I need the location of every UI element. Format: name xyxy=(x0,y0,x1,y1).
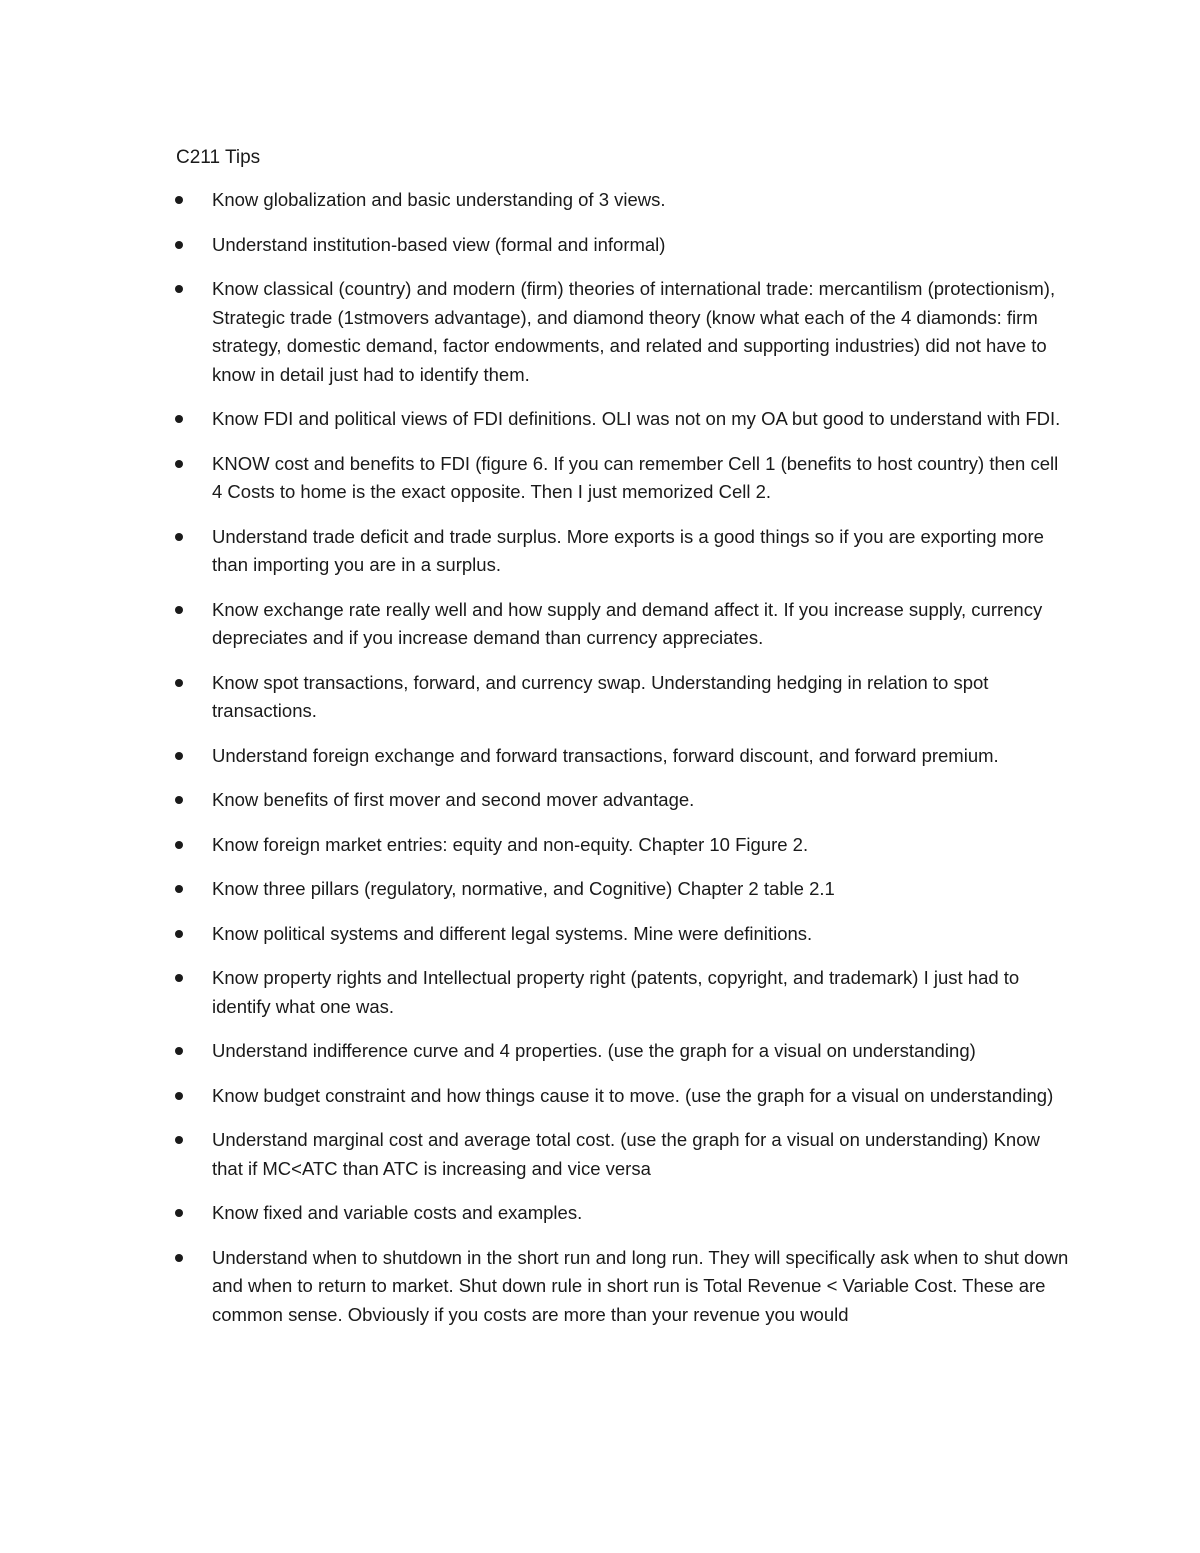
tip-item xyxy=(0,450,1200,507)
tip-item xyxy=(0,920,1200,949)
bullet-icon xyxy=(175,841,183,849)
tip-item xyxy=(0,1037,1200,1066)
tip-item xyxy=(0,786,1200,815)
tip-text: Know benefits of first mover and second mover advantage. xyxy=(212,789,695,810)
bullet-icon xyxy=(175,752,183,760)
tip-text: Understand marginal cost and average total cost. (use the graph for a visual on understanding) Know that if MC<ATC than ATC is increasing and vice versa xyxy=(212,1129,1040,1179)
bullet-icon xyxy=(175,196,183,204)
tip-item xyxy=(0,231,1200,260)
tip-text: Know globalization and basic understanding of 3 views. xyxy=(212,189,666,210)
document-title: C211 Tips xyxy=(176,147,261,168)
bullet-icon xyxy=(175,885,183,893)
tip-item xyxy=(0,1244,1200,1330)
tip-text: Know political systems and different legal systems. Mine were definitions. xyxy=(212,922,813,944)
tip-item xyxy=(0,405,1200,434)
tips-list xyxy=(0,186,1200,1345)
tip-item xyxy=(0,1199,1200,1228)
tip-item xyxy=(0,875,1200,904)
tip-text: Understand trade deficit and trade surplus. More exports is a good things so if you are exporting more than importing you are in a surplus. xyxy=(212,525,1044,575)
bullet-icon xyxy=(175,796,183,804)
tip-item xyxy=(0,742,1200,771)
bullet-icon xyxy=(175,679,183,687)
tip-item xyxy=(0,596,1200,653)
tip-text: Know property rights and Intellectual property right (patents, copyright, and trademark) I just had to identify what one was. xyxy=(212,967,1020,1017)
tip-text: Know exchange rate really well and how supply and demand affect it. If you increase supply, currency depreciates and if you increase demand than currency appreciates. xyxy=(212,598,1043,648)
tip-text: Know spot transactions, forward, and currency swap. Understanding hedging in relation to spot transactions. xyxy=(212,671,989,721)
tip-text: Know fixed and variable costs and examples. xyxy=(212,1202,583,1223)
tip-text: Know three pillars (regulatory, normative, and Cognitive) Chapter 2 table 2.1 xyxy=(212,878,835,899)
bullet-icon xyxy=(175,285,183,293)
tip-item xyxy=(0,1126,1200,1183)
tip-text: Know foreign market entries: equity and non-equity. Chapter 10 Figure 2. xyxy=(212,833,809,855)
tip-text: Understand when to shutdown in the short run and long run. They will specifically ask when to shut down and when to return to market. Shut down rule in short run is Total Revenue < Variable Cost. These are common sense. Obviously if you costs are more than your revenue you would xyxy=(212,1246,1069,1325)
tip-text: Know classical (country) and modern (firm) theories of international trade: mercantilism (protectionism), Strategic trade (1stmovers advantage), and diamond theory (know what each of the 4 diamonds: firm strategy, domestic demand, factor endowments, and related and supporting industries) did not have to know in detail just had to identify them. xyxy=(212,278,1056,385)
bullet-icon xyxy=(175,460,183,468)
bullet-icon xyxy=(175,930,183,938)
bullet-icon xyxy=(175,1209,183,1217)
bullet-icon xyxy=(175,415,183,423)
tip-item xyxy=(0,186,1200,215)
tip-text: Know FDI and political views of FDI definitions. OLI was not on my OA but good to understand with FDI. xyxy=(212,408,1061,429)
bullet-icon xyxy=(175,974,183,982)
tip-item xyxy=(0,964,1200,1021)
bullet-icon xyxy=(175,606,183,614)
tip-item xyxy=(0,669,1200,726)
tip-text: KNOW cost and benefits to FDI (figure 6. If you can remember Cell 1 (benefits to host country) then cell 4 Costs to home is the exact opposite. Then I just memorized Cell 2. xyxy=(212,452,1059,502)
bullet-icon xyxy=(175,1136,183,1144)
tip-item xyxy=(0,275,1200,389)
tip-text: Understand indifference curve and 4 properties. (use the graph for a visual on understanding) xyxy=(212,1040,976,1061)
bullet-icon xyxy=(175,1254,183,1262)
tip-text: Understand foreign exchange and forward transactions, forward discount, and forward premium. xyxy=(212,744,999,766)
tip-item xyxy=(0,831,1200,860)
bullet-icon xyxy=(175,1047,183,1055)
tip-text: Know budget constraint and how things cause it to move. (use the graph for a visual on understanding) xyxy=(212,1084,1054,1106)
bullet-icon xyxy=(175,533,183,541)
tip-text: Understand institution-based view (formal and informal) xyxy=(212,233,666,255)
bullet-icon xyxy=(175,241,183,249)
tip-item xyxy=(0,523,1200,580)
bullet-icon xyxy=(175,1092,183,1100)
tip-item xyxy=(0,1082,1200,1111)
